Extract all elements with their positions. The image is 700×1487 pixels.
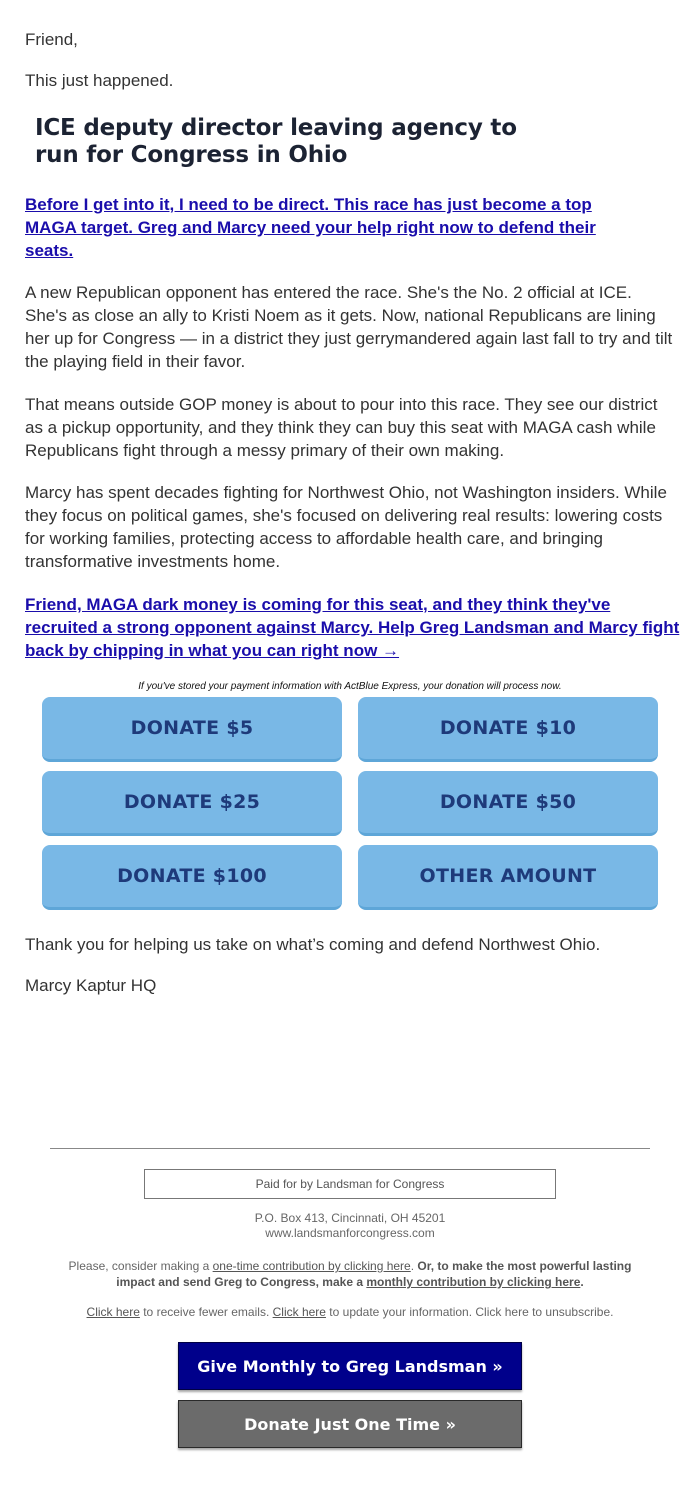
contribution-prompt	[60, 1258, 640, 1290]
paragraph-2: That means outside GOP money is about to pour into this race. They see our district as a pickup opportunity, and they think they can buy this seat with MAGA cash while Republicans fight through a messy primary of their own making.	[25, 395, 658, 460]
consider-mid: .	[410, 1259, 418, 1273]
bottom-donate-link[interactable]: Friend, MAGA dark money is coming for this seat, and they think they've recruited a strong opponent against Marcy. Help Greg Landsman and Marcy fight back by chipping in what you can right now →	[25, 595, 680, 660]
consider-prefix: Please, consider making a	[68, 1259, 213, 1273]
donate-5-button[interactable]: DONATE $5	[42, 697, 342, 762]
thanks-line: Thank you for helping us take on what’s coming and defend Northwest Ohio.	[25, 935, 601, 954]
paragraph-1: A new Republican opponent has entered the race. She's the No. 2 official at ICE. She's as close an ally to Kristi Noem as it gets. Now, national Republicans are lining her up for Congress — in a district they just gerrymandered again last fall to try and tilt the playing field in their favor.	[25, 283, 673, 371]
website-text: www.landsmanforcongress.com	[265, 1226, 435, 1240]
email-preferences	[0, 1304, 700, 1320]
paragraph-3: Marcy has spent decades fighting for Northwest Ohio, not Washington insiders. While they focus on political games, she's focused on delivering real results: lowering costs for working families, protecting access to affordable health care, and bringing transformative investments home.	[25, 483, 667, 571]
donate-10-button[interactable]: DONATE $10	[358, 697, 658, 762]
intro-line: This just happened.	[25, 71, 174, 90]
paid-for-disclaimer: Paid for by Landsman for Congress	[144, 1169, 556, 1199]
bold-suffix: .	[580, 1275, 584, 1289]
donate-50-button[interactable]: DONATE $50	[358, 771, 658, 836]
update-info-text: to update your information. Click here to unsubscribe.	[325, 1305, 614, 1319]
mailing-address: P.O. Box 413, Cincinnati, OH 45201	[254, 1211, 446, 1225]
fewer-emails-text: to receive fewer emails.	[139, 1305, 273, 1319]
footer-address-block	[0, 1211, 700, 1241]
donate-one-time-button[interactable]: Donate Just One Time »	[178, 1400, 522, 1448]
bold-prefix: Or, to make the most powerful lasting impact and send Greg to Congress, make a	[116, 1259, 632, 1289]
donate-other-amount-button[interactable]: OTHER AMOUNT	[358, 845, 658, 910]
one-time-contribution-link[interactable]: one-time contribution by clicking here	[212, 1259, 411, 1273]
donate-25-button[interactable]: DONATE $25	[42, 771, 342, 836]
fewer-emails-link[interactable]: Click here	[86, 1305, 140, 1319]
headline: ICE deputy director leaving agency to run for Congress in Ohio	[35, 115, 517, 168]
footer-divider	[50, 1148, 650, 1149]
donate-100-button[interactable]: DONATE $100	[42, 845, 342, 910]
top-donate-link[interactable]: Before I get into it, I need to be direct. This race has just become a top MAGA target. Greg and Marcy need your help right now to defend their seats.	[25, 195, 596, 260]
monthly-contribution-link[interactable]: monthly contribution by clicking here	[366, 1275, 581, 1289]
give-monthly-button[interactable]: Give Monthly to Greg Landsman »	[178, 1342, 522, 1390]
donate-button-grid	[42, 697, 658, 910]
greeting: Friend,	[25, 30, 78, 49]
signature: Marcy Kaptur HQ	[25, 976, 157, 995]
actblue-express-note: If you've stored your payment information with ActBlue Express, your donation will process now.	[138, 681, 562, 692]
update-info-link[interactable]: Click here	[272, 1305, 326, 1319]
